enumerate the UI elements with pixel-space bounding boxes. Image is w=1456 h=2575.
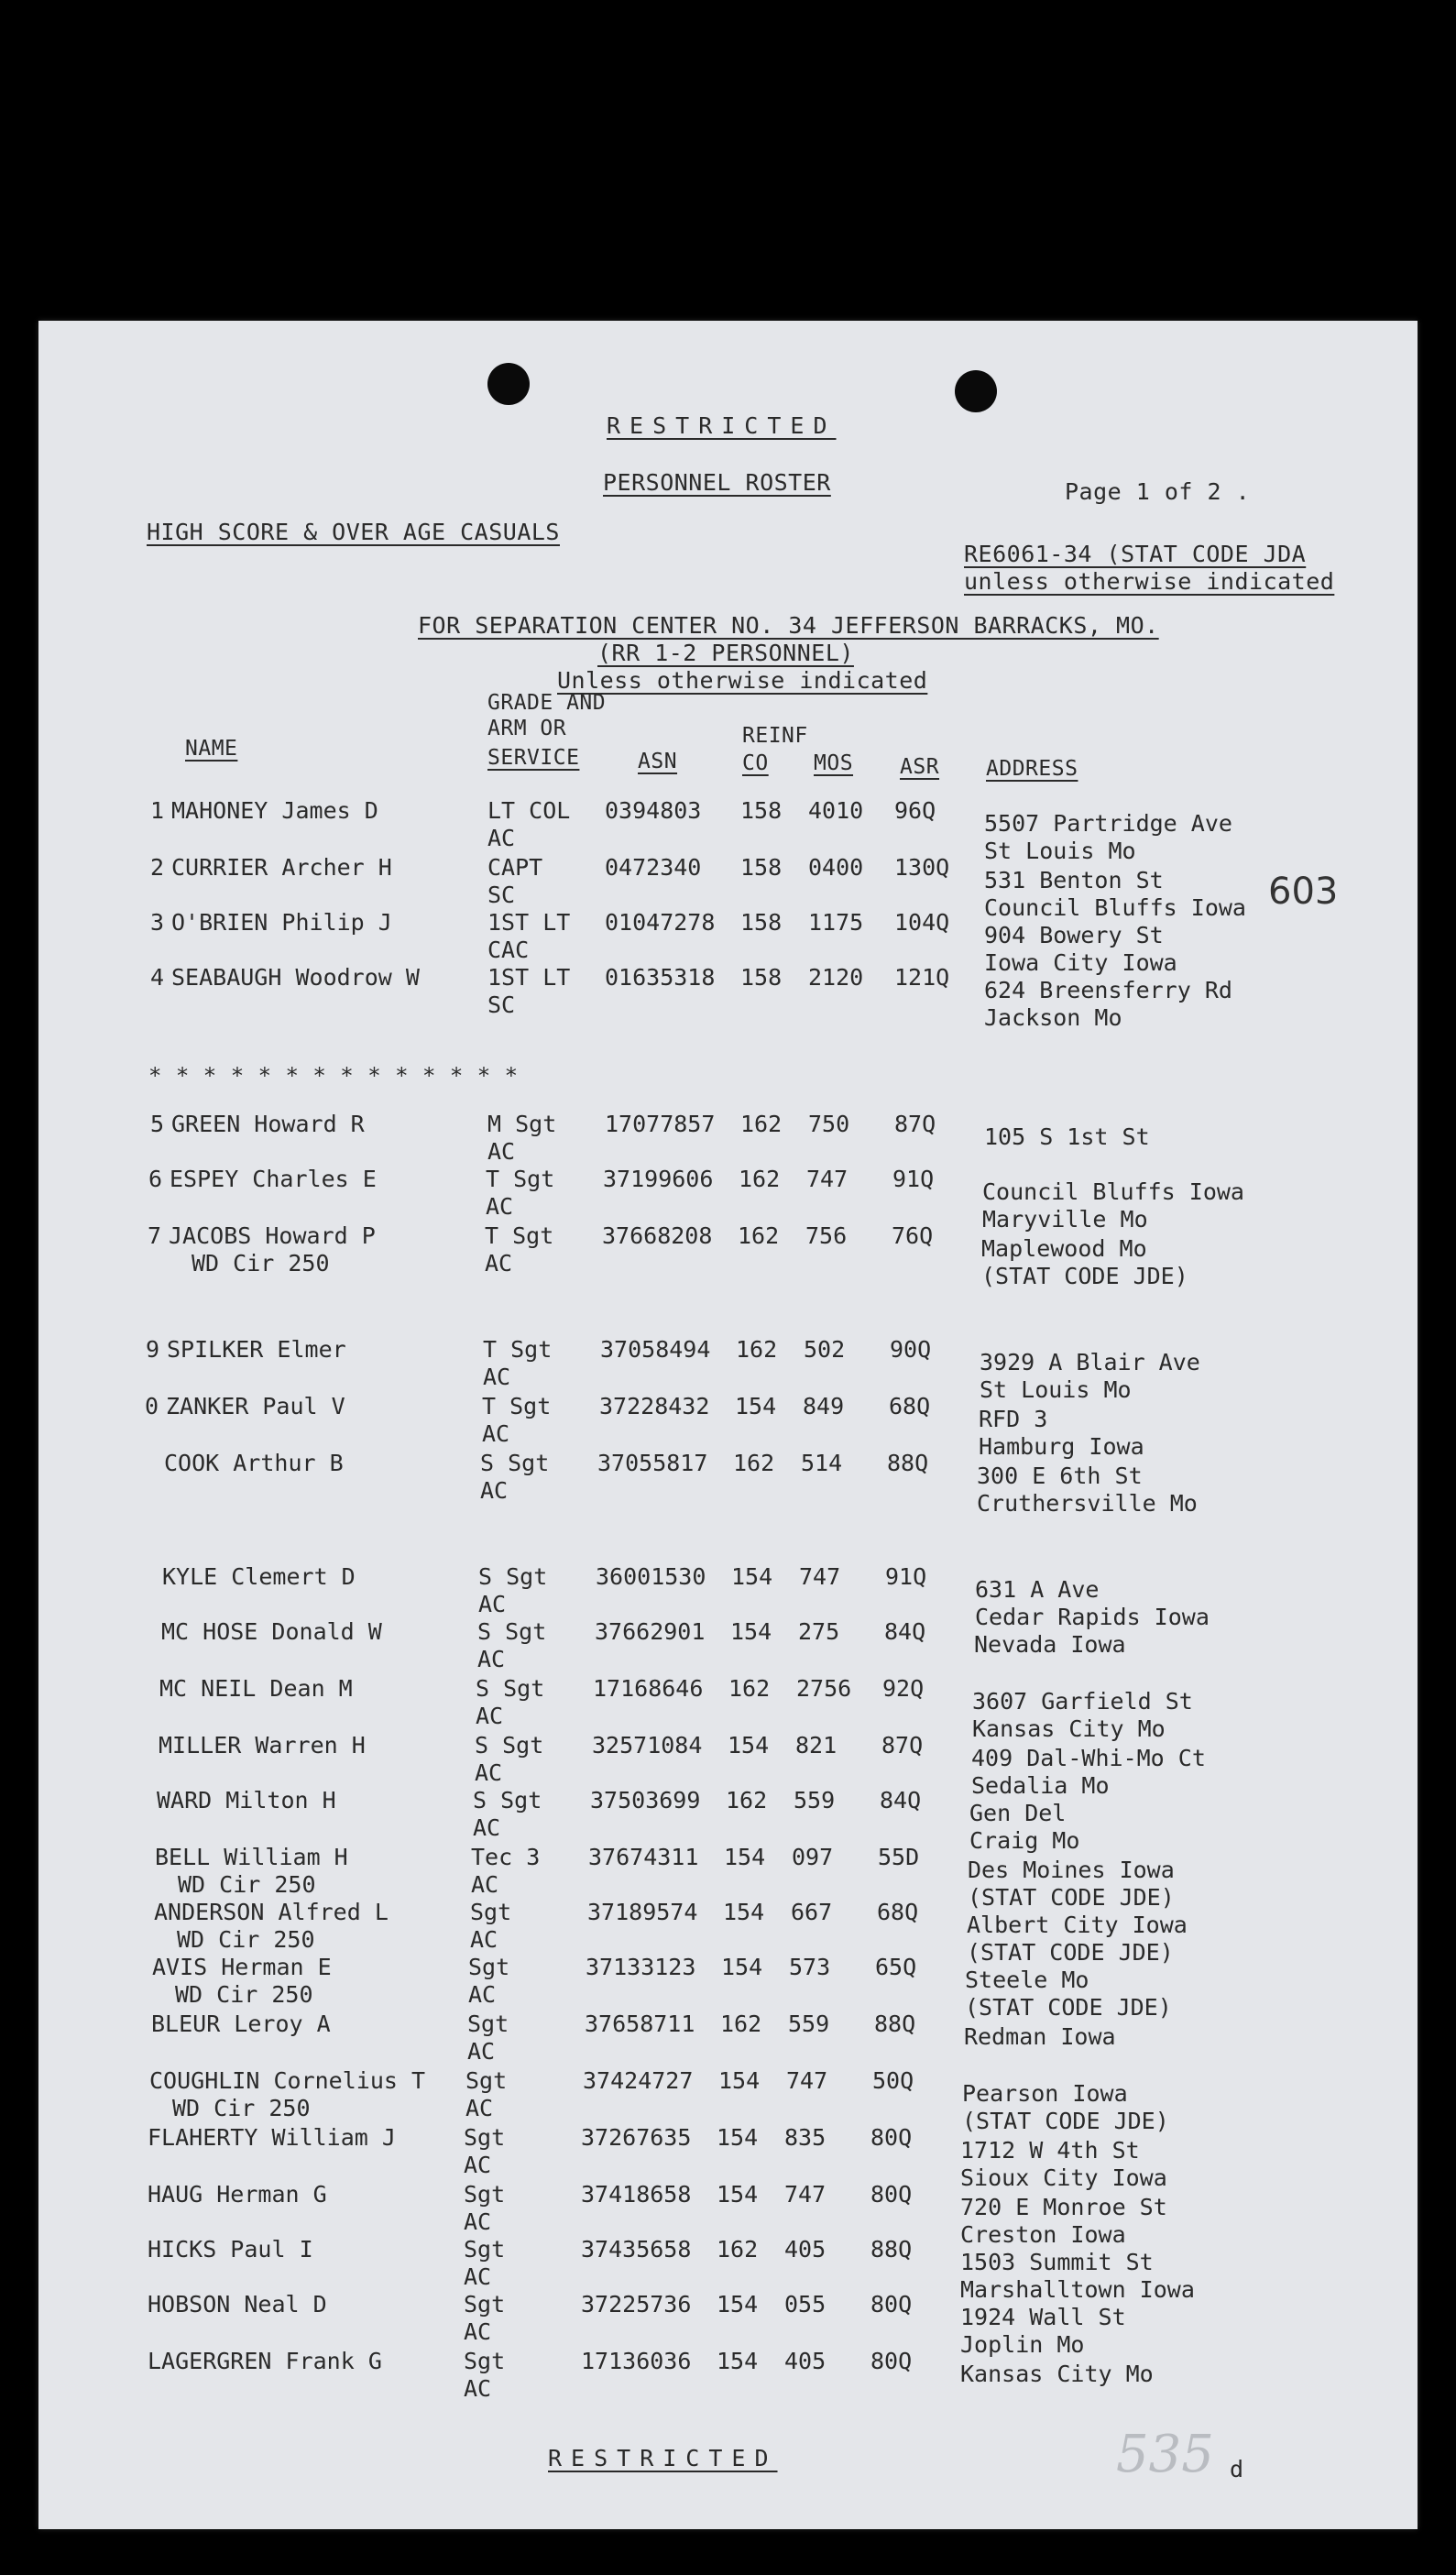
address-line: Kansas City Mo [972,1715,1166,1742]
reinf-co: 154 [717,2291,759,2318]
address-line: Cedar Rapids Iowa [975,1604,1210,1630]
person-name: SPILKER Elmer [167,1336,346,1363]
grade: T Sgt [485,1222,554,1249]
row-number: 9 [146,1336,160,1363]
asr: 80Q [870,2124,913,2151]
mos: 2120 [808,964,864,991]
mos: 573 [789,1954,831,1980]
address-line: Sedalia Mo [971,1772,1110,1799]
arm-service: AC [470,1926,498,1953]
col-grade-1: GRADE AND [487,691,607,715]
address-line: 904 Bowery St [984,922,1164,948]
mos: 502 [804,1336,846,1363]
grade: Sgt [464,2181,506,2208]
reinf-co: 154 [717,2181,759,2208]
reinf-co: 162 [728,1675,771,1702]
asn: 32571084 [592,1732,703,1759]
arm-service: AC [476,1703,504,1729]
asr: 68Q [877,1899,919,1925]
asr: 76Q [892,1222,934,1249]
address-line: Jackson Mo [984,1004,1122,1031]
asn: 0394803 [605,797,702,824]
document-page [38,321,1418,2529]
asr: 84Q [880,1787,922,1813]
grade: S Sgt [476,1675,545,1702]
grade: Tec 3 [471,1844,541,1870]
arm-service: AC [480,1477,509,1504]
reinf-co: 158 [740,909,783,936]
asn: 37418658 [581,2181,692,2208]
address-line: 300 E 6th St [977,1463,1143,1489]
asn: 37662901 [595,1618,706,1645]
reinf-co: 154 [731,1563,773,1590]
asn: 17168646 [593,1675,704,1702]
asr: 88Q [870,2236,913,2263]
address-line: 3929 A Blair Ave [980,1349,1200,1375]
arm-service: AC [486,1193,514,1220]
address-line: Marshalltown Iowa [960,2276,1195,2303]
reinf-co: 154 [723,1899,765,1925]
restricted-footer: RESTRICTED [548,2445,778,2471]
reinf-co: 154 [728,1732,770,1759]
grade: T Sgt [482,1393,552,1419]
asr: 130Q [894,854,950,881]
reinf-co: 162 [740,1111,783,1137]
reinf-co: 162 [736,1336,778,1363]
order-reference: RE6061-34 (STAT CODE JDA [964,541,1307,567]
grade: Sgt [468,1954,510,1980]
reinf-co: 154 [721,1954,763,1980]
row-number: 5 [150,1111,165,1137]
address-line: 3607 Garfield St [972,1688,1193,1715]
grade: Sgt [464,2236,506,2263]
person-note: WD Cir 250 [192,1250,330,1277]
address-line: Sioux City Iowa [960,2164,1167,2191]
person-name: MAHONEY James D [171,797,378,824]
grade: Sgt [465,2067,508,2094]
mos: 0400 [808,854,864,881]
arm-service: SC [487,992,516,1018]
reinf-co: 154 [730,1618,772,1645]
person-name: LAGERGREN Frank G [148,2348,382,2374]
mos: 4010 [808,797,864,824]
grade: S Sgt [478,1563,548,1590]
address-line: Council Bluffs Iowa [982,1178,1244,1205]
mos: 667 [791,1899,833,1925]
mos: 747 [806,1166,848,1192]
mos: 097 [792,1844,834,1870]
mos: 821 [795,1732,837,1759]
punch-hole [955,370,997,412]
reinf-co: 154 [735,1393,777,1419]
address-line: Craig Mo [969,1827,1080,1854]
address-line: Creston Iowa [960,2221,1126,2248]
address-line: (STAT CODE JDE) [967,1939,1174,1966]
asr: 68Q [889,1393,931,1419]
row-number: 3 [150,909,165,936]
grade: CAPT [487,854,543,881]
arm-service: AC [482,1420,510,1447]
person-name: BLEUR Leroy A [151,2011,331,2037]
person-name: COOK Arthur B [164,1450,344,1476]
reinf-co: 158 [740,797,783,824]
section-separator: * * * * * * * * * * * * * * [148,1063,519,1089]
col-grade-2: ARM OR [487,717,567,740]
reinf-co: 162 [738,1222,780,1249]
arm-service: AC [465,2095,494,2121]
arm-service: SC [487,882,516,908]
reinf-co: 158 [740,964,783,991]
address-line: 409 Dal-Whi-Mo Ct [971,1745,1206,1771]
person-note: WD Cir 250 [178,1871,316,1898]
asn: 17136036 [581,2348,692,2374]
asr: 104Q [894,909,950,936]
address-line: Hamburg Iowa [979,1433,1144,1460]
address-line: 1503 Summit St [960,2249,1154,2275]
mos: 750 [808,1111,850,1137]
arm-service: AC [483,1364,511,1390]
address-line: RFD 3 [979,1406,1048,1432]
asn: 37674311 [588,1844,699,1870]
address-line: Steele Mo [965,1967,1089,1993]
mos: 405 [784,2236,827,2263]
row-number: 1 [150,797,165,824]
address-line: (STAT CODE JDE) [962,2108,1169,2134]
asn: 0472340 [605,854,702,881]
arm-service: AC [471,1871,499,1898]
address-line: 720 E Monroe St [960,2194,1167,2220]
address-line: Cruthersville Mo [977,1490,1198,1517]
asn: 37228432 [599,1393,710,1419]
mos: 055 [784,2291,827,2318]
mos: 1175 [808,909,864,936]
grade: 1ST LT [487,964,571,991]
person-name: KYLE Clemert D [162,1563,356,1590]
asr: 88Q [874,2011,916,2037]
asn: 37658711 [585,2011,695,2037]
arm-service: AC [464,2208,492,2235]
arm-service: AC [464,2263,492,2290]
grade: M Sgt [487,1111,557,1137]
address-line: 5507 Partridge Ave [984,810,1232,837]
address-line: Des Moines Iowa [968,1857,1175,1883]
asr: 55D [878,1844,920,1870]
asn: 01635318 [605,964,716,991]
asr: 91Q [892,1166,935,1192]
mos: 514 [801,1450,843,1476]
asn: 37199606 [603,1166,714,1192]
address-line: Pearson Iowa [962,2080,1128,2107]
address-line: Albert City Iowa [967,1912,1188,1938]
person-name: AVIS Herman E [152,1954,332,1980]
arm-service: AC [487,825,516,851]
col-asn: ASN [638,750,678,773]
reinf-co: 162 [739,1166,781,1192]
grade: S Sgt [475,1732,544,1759]
asr: 80Q [870,2291,913,2318]
mos: 756 [805,1222,848,1249]
roster-title: PERSONNEL ROSTER [603,469,831,496]
row-number: 0 [145,1393,159,1419]
arm-service: AC [467,2038,496,2065]
address-line: Maplewood Mo [981,1235,1147,1262]
person-name: HAUG Herman G [148,2181,327,2208]
address-line: 624 Breensferry Rd [984,977,1232,1003]
arm-service: AC [473,1814,501,1841]
asr: 88Q [887,1450,929,1476]
arm-service: AC [468,1981,497,2008]
grade: T Sgt [483,1336,553,1363]
asr: 84Q [884,1618,926,1645]
asn: 37133123 [586,1954,696,1980]
person-name: BELL William H [155,1844,348,1870]
mos: 559 [788,2011,830,2037]
grade: Sgt [470,1899,512,1925]
pencil-number: 535 [1116,2425,1214,2484]
asr: 65Q [875,1954,917,1980]
row-number: 7 [148,1222,162,1249]
arm-service: AC [478,1591,507,1617]
person-name: O'BRIEN Philip J [171,909,392,936]
address-line: 105 S 1st St [984,1123,1150,1150]
grade: Sgt [464,2348,506,2374]
col-mos: MOS [814,751,854,775]
arm-service: AC [464,2318,492,2345]
address-line: (STAT CODE JDE) [968,1884,1175,1911]
page-number: Page 1 of 2 . [1065,478,1251,505]
person-name: ZANKER Paul V [166,1393,345,1419]
address-line: Redman Iowa [964,2023,1116,2050]
arm-service: AC [475,1759,503,1786]
arm-service: AC [464,2375,492,2402]
person-name: CURRIER Archer H [171,854,392,881]
address-line: 631 A Ave [975,1576,1100,1603]
asn: 37435658 [581,2236,692,2263]
asn: 37189574 [587,1899,698,1925]
arm-service: AC [464,2152,492,2178]
restricted-header: RESTRICTED [607,412,837,439]
address-line: Gen Del [969,1800,1067,1826]
reinf-co: 154 [718,2067,761,2094]
grade: T Sgt [486,1166,555,1192]
asr: 96Q [894,797,936,824]
grade: Sgt [464,2124,506,2151]
asr: 91Q [885,1563,927,1590]
grade: Sgt [467,2011,509,2037]
person-note: WD Cir 250 [177,1926,315,1953]
reinf-co: 162 [717,2236,759,2263]
address-line: Council Bluffs Iowa [984,894,1246,921]
arm-service: CAC [487,937,530,963]
address-line: Nevada Iowa [974,1631,1126,1658]
mos: 559 [794,1787,836,1813]
person-name: FLAHERTY William J [148,2124,396,2151]
reinf-co: 154 [717,2348,759,2374]
asn: 37225736 [581,2291,692,2318]
asr: 50Q [872,2067,914,2094]
address-line: Maryville Mo [982,1206,1148,1233]
person-name: ANDERSON Alfred L [154,1899,389,1925]
unless-line: Unless otherwise indicated [557,667,928,694]
asn: 36001530 [596,1563,706,1590]
asn: 01047278 [605,909,716,936]
mos: 849 [803,1393,845,1419]
asn: 37058494 [600,1336,711,1363]
address-line: St Louis Mo [980,1376,1132,1403]
asn: 37055817 [597,1450,708,1476]
mos: 275 [798,1618,840,1645]
arm-service: AC [487,1138,516,1165]
col-asr: ASR [900,755,940,779]
col-name: NAME [185,737,238,761]
asr: 87Q [894,1111,936,1137]
punch-hole [487,363,530,405]
person-name: JACOBS Howard P [169,1222,376,1249]
reinf-co: 162 [726,1787,768,1813]
row-number: 2 [150,854,165,881]
asr: 92Q [882,1675,925,1702]
grade: S Sgt [480,1450,550,1476]
grade: S Sgt [477,1618,547,1645]
grade: 1ST LT [487,909,571,936]
reinf-co: 154 [717,2124,759,2151]
mos: 747 [786,2067,828,2094]
col-grade-3: SERVICE [487,746,580,770]
mos: 747 [799,1563,841,1590]
address-line: 531 Benton St [984,867,1164,893]
arm-service: AC [485,1250,513,1277]
address-line: 1924 Wall St [960,2304,1126,2330]
reinf-co: 158 [740,854,783,881]
mos: 2756 [796,1675,852,1702]
reinf-co: 162 [733,1450,775,1476]
person-name: SEABAUGH Woodrow W [171,964,420,991]
asr: 87Q [881,1732,924,1759]
address-line: 1712 W 4th St [960,2137,1140,2164]
address-line: (STAT CODE JDE) [965,1994,1172,2021]
person-note: WD Cir 250 [175,1981,313,2008]
asr: 90Q [890,1336,932,1363]
separation-center-line: FOR SEPARATION CENTER NO. 34 JEFFERSON BARRACKS, MO. [418,612,1159,639]
order-reference-note: unless otherwise indicated [964,568,1335,595]
asn: 37424727 [583,2067,694,2094]
mos: 747 [784,2181,827,2208]
asn: 37503699 [590,1787,701,1813]
asn: 37267635 [581,2124,692,2151]
asn: 37668208 [602,1222,713,1249]
person-name: ESPEY Charles E [170,1166,377,1192]
grade: Sgt [464,2291,506,2318]
margin-number: 603 [1268,871,1339,913]
asr: 121Q [894,964,950,991]
asr: 80Q [870,2348,913,2374]
asr: 80Q [870,2181,913,2208]
person-name: COUGHLIN Cornelius T [149,2067,426,2094]
person-name: WARD Milton H [157,1787,336,1813]
person-name: MC HOSE Donald W [161,1618,382,1645]
grade: S Sgt [473,1787,542,1813]
mos: 405 [784,2348,827,2374]
address-line: Joplin Mo [960,2331,1085,2358]
col-reinf: REINF [742,724,808,748]
address-line: St Louis Mo [984,838,1136,864]
row-number: 6 [148,1166,163,1192]
arm-service: AC [477,1646,506,1672]
person-name: MC NEIL Dean M [159,1675,353,1702]
person-note: WD Cir 250 [172,2095,311,2121]
reinf-co: 154 [724,1844,766,1870]
roster-subject: HIGH SCORE & OVER AGE CASUALS [147,519,560,545]
asn: 17077857 [605,1111,716,1137]
corner-mark: d [1230,2456,1244,2482]
address-line: (STAT CODE JDE) [981,1263,1188,1289]
mos: 835 [784,2124,827,2151]
grade: LT COL [487,797,571,824]
rr-line: (RR 1-2 PERSONNEL) [597,640,854,666]
person-name: HICKS Paul I [148,2236,313,2263]
person-name: MILLER Warren H [159,1732,366,1759]
col-address: ADDRESS [986,757,1078,781]
address-line: Iowa City Iowa [984,949,1177,976]
reinf-co: 162 [720,2011,762,2037]
person-name: GREEN Howard R [171,1111,365,1137]
address-line: Kansas City Mo [960,2361,1154,2387]
person-name: HOBSON Neal D [148,2291,327,2318]
row-number: 4 [150,964,165,991]
col-co: CO [742,751,769,775]
